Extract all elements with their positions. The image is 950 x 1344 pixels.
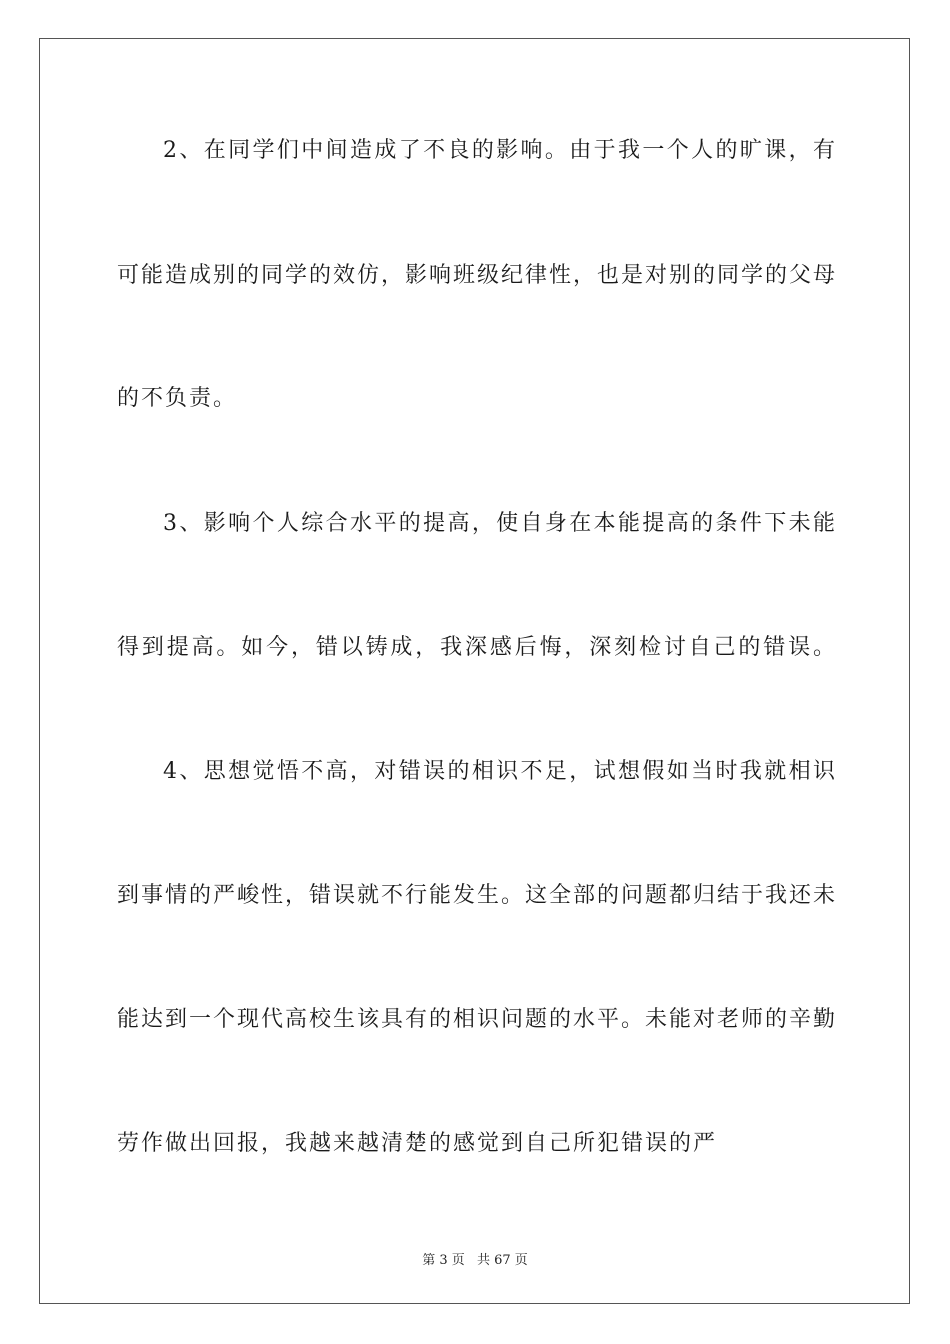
page-border: [39, 38, 910, 1304]
page-footer: [0, 1249, 950, 1268]
page-total: 共 67 页: [476, 1253, 528, 1268]
paragraph-3-line-1: 3、影响个人综合水平的提高，使自身在本能提高的条件下未能: [163, 511, 837, 536]
paragraph-4-line-4: 劳作做出回报，我越来越清楚的感觉到自己所犯错误的严: [117, 1131, 718, 1156]
paragraph-4-line-1: 4、思想觉悟不高，对错误的相识不足，试想假如当时我就相识: [163, 759, 837, 784]
paragraph-3-line-2: 得到提高。如今，错以铸成，我深感后悔，深刻检讨自己的错误。: [117, 635, 837, 660]
paragraph-2-line-3: 的不负责。: [117, 386, 238, 411]
paragraph-2-line-2: 可能造成别的同学的效仿，影响班级纪律性，也是对别的同学的父母: [117, 263, 838, 288]
paragraph-4-line-2: 到事情的严峻性，错误就不行能发生。这全部的问题都归结于我还未: [117, 883, 838, 908]
paragraph-2-line-1: 2、在同学们中间造成了不良的影响。由于我一个人的旷课，有: [163, 138, 837, 163]
paragraph-4-line-3: 能达到一个现代高校生该具有的相识问题的水平。未能对老师的辛勤: [117, 1007, 838, 1032]
page-number: 第 3 页: [422, 1253, 465, 1268]
